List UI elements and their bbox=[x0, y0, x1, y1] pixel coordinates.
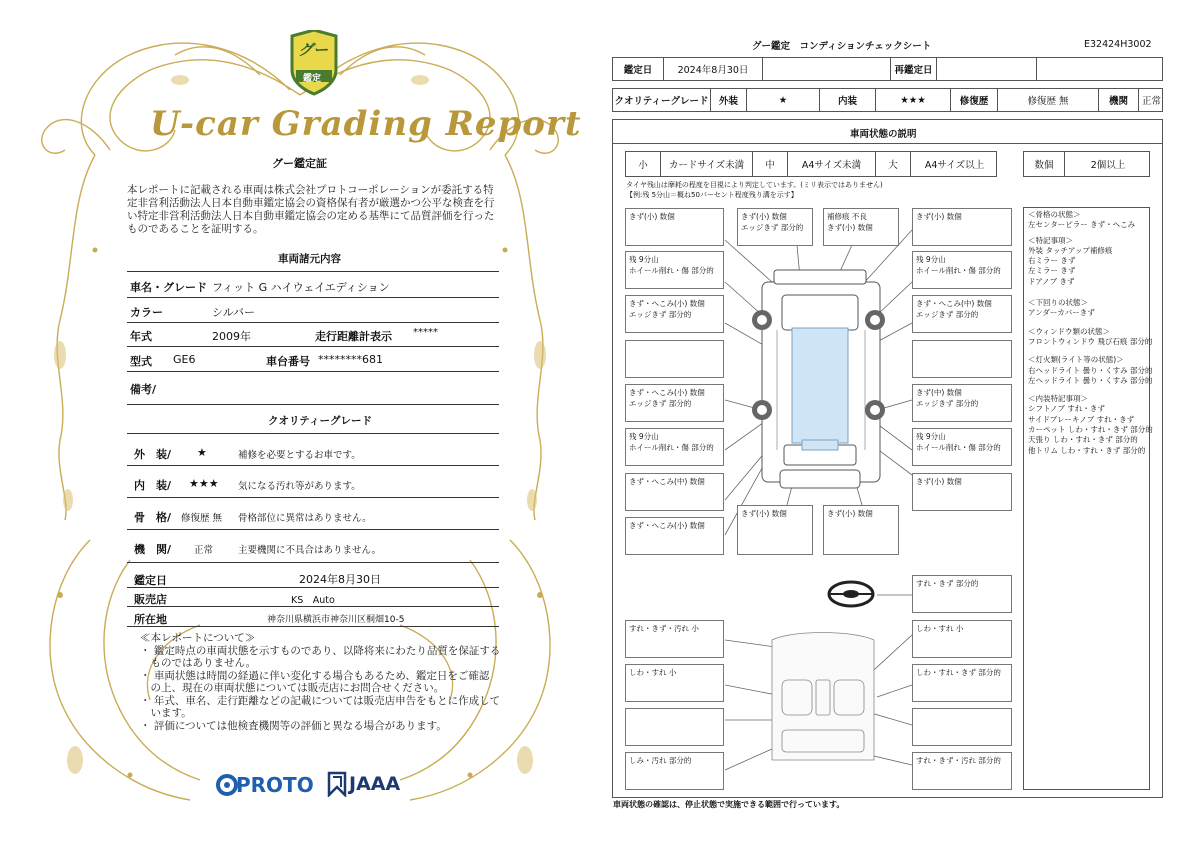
side-note-line: 右ミラー きず bbox=[1028, 256, 1076, 266]
jaaa-logo bbox=[327, 770, 407, 800]
row-qg-label: クオリティーグレード bbox=[613, 89, 711, 111]
quality-interior-desc: 気になる汚れ等があります。 bbox=[238, 481, 361, 492]
damage-front-bumper: 補修痕 不良 きず(小) 数個 bbox=[823, 208, 899, 246]
side-note-line bbox=[1028, 287, 1153, 298]
side-note-line: サイドブレーキノブ すれ・きず bbox=[1028, 414, 1135, 424]
model-value: GE6 bbox=[173, 353, 196, 366]
model-label: 型式 bbox=[130, 355, 152, 368]
tire-rear-right: 残 9分山 ホイール削れ・傷 部分的 bbox=[912, 428, 1012, 466]
side-note-line: 左ミラー きず bbox=[1028, 266, 1076, 276]
legend-small: 小 bbox=[626, 152, 661, 176]
tire-front-left: 残 9分山 ホイール削れ・傷 部分的 bbox=[625, 251, 724, 289]
badge-line1: グー bbox=[298, 41, 329, 59]
sheet-title: グー鑑定 コンディションチェックシート bbox=[752, 41, 932, 52]
appraisal-date-label: 鑑定日 bbox=[134, 574, 167, 587]
damage-right-rear-door: きず(中) 数個 エッジきず 部分的 bbox=[912, 384, 1012, 422]
vehicle-name-value: フィット G ハイウェイエディション bbox=[212, 281, 390, 294]
side-note-line: 左センターピラー きず・へこみ bbox=[1028, 220, 1136, 230]
note-line: ・ 評価については他検査機関等の評価と異なる場合があります。 bbox=[140, 720, 447, 732]
side-note-line bbox=[1028, 319, 1153, 327]
row-reappraisal-label: 再鑑定日 bbox=[891, 58, 937, 80]
quality-grade-row bbox=[612, 88, 1163, 112]
row-ext-value: ★ bbox=[747, 89, 820, 111]
legend-mid-desc: A4サイズ未満 bbox=[788, 152, 876, 176]
note-line: います。 bbox=[140, 707, 192, 719]
chassis-value: ********681 bbox=[318, 353, 383, 366]
damage-left-rear-quarter: きず・へこみ(中) 数個 bbox=[625, 473, 724, 511]
count-legend bbox=[1023, 151, 1150, 177]
interior-front-left: すれ・きず・汚れ 小 bbox=[625, 620, 724, 658]
tire-note: タイヤ残山は摩耗の程度を目視により判定しています。(ミリ表示ではありません) bbox=[626, 181, 883, 189]
year-label: 年式 bbox=[130, 330, 152, 343]
appraisal-date-value: 2024年8月30日 bbox=[299, 573, 381, 586]
note-line: の上、現在の車両状態については販売店にお問合せください。 bbox=[140, 682, 445, 694]
side-note-line: 天張り しわ・すれ・きず 部分的 bbox=[1028, 435, 1138, 445]
steering-wheel-icon bbox=[829, 582, 873, 606]
color-label: カラー bbox=[130, 306, 163, 319]
side-notes bbox=[1028, 210, 1153, 456]
certificate-title: グー鑑定証 bbox=[272, 157, 327, 170]
row-int-label: 内装 bbox=[820, 89, 876, 111]
row-engine-value: 正常 bbox=[1141, 96, 1161, 107]
interior-rear-left: しみ・汚れ 部分的 bbox=[625, 752, 724, 790]
quality-interior-grade: ★★★ bbox=[189, 477, 219, 490]
damage-rear-left-corner: きず・へこみ(小) 数個 bbox=[625, 517, 724, 555]
quality-interior-label: 内 装/ bbox=[134, 479, 172, 492]
row-date-value: 2024年8月30日 bbox=[664, 58, 763, 80]
quality-engine-grade: 正常 bbox=[194, 545, 214, 556]
row-ext-label: 外装 bbox=[711, 89, 747, 111]
legend-count-desc: 2個以上 bbox=[1090, 160, 1126, 171]
chassis-label: 車台番号 bbox=[266, 355, 310, 368]
damage-empty-box bbox=[912, 340, 1012, 378]
badge-line2: 鑑定 bbox=[303, 74, 322, 84]
footer-note: 車両状態の確認は、停止状態で実施できる範囲で行っています。 bbox=[613, 800, 845, 809]
note-line: ・ 鑑定時点の車両状態を示すものであり、以降将来にわたり品質を保証する bbox=[140, 645, 501, 657]
quality-engine-desc: 主要機関に不具合はありません。 bbox=[238, 545, 382, 556]
side-note-line: ＜ウィンドウ類の状態＞ bbox=[1028, 326, 1111, 336]
quality-exterior-grade: ★ bbox=[197, 446, 207, 459]
legend-small-desc: カードサイズ未満 bbox=[661, 152, 753, 176]
side-note-line: 他トリム しわ・すれ・きず 部分的 bbox=[1028, 445, 1146, 455]
legend-mid: 中 bbox=[753, 152, 788, 176]
damage-left-front-door: きず・へこみ(小) 数個 エッジきず 部分的 bbox=[625, 295, 724, 333]
legend-large: 大 bbox=[876, 152, 911, 176]
dealer-label: 販売店 bbox=[134, 593, 167, 606]
quality-frame-desc: 骨格部位に異常はありません。 bbox=[238, 513, 372, 524]
jaaa-text: JAAA bbox=[349, 773, 401, 795]
row-int-value: ★★★ bbox=[876, 89, 951, 111]
interior-seat-right: しわ・すれ・きず 部分的 bbox=[912, 664, 1012, 702]
side-note-line: ＜骨格の状態＞ bbox=[1028, 210, 1081, 219]
legend-count-label: 数個 bbox=[1024, 152, 1065, 176]
steering-condition: すれ・きず 部分的 bbox=[912, 575, 1012, 613]
quality-title: クオリティーグレード bbox=[268, 415, 372, 427]
row-repair-value: 修復歴 無 bbox=[998, 89, 1099, 111]
damage-rear-right: きず(小) 数個 bbox=[823, 505, 899, 555]
tire-example: 【例:残 5分山＝概ね50パーセント程度残り溝を示す】 bbox=[626, 191, 798, 199]
interior-empty-box bbox=[912, 708, 1012, 746]
row-repair-label: 修復歴 bbox=[951, 89, 998, 111]
side-note-line: ＜灯火類(ライト等の状態)＞ bbox=[1028, 355, 1124, 365]
side-note-line: ＜下回りの状態＞ bbox=[1028, 298, 1088, 308]
damage-rear-left: きず(小) 数個 bbox=[737, 505, 813, 555]
damage-front-right-corner: きず(小) 数個 bbox=[912, 208, 1012, 246]
side-note-line: カーペット しわ・すれ・きず 部分的 bbox=[1028, 425, 1153, 435]
section-title: 車両状態の説明 bbox=[850, 129, 917, 140]
quality-engine-label: 機 関/ bbox=[134, 543, 172, 556]
spec-title: 車両諸元内容 bbox=[278, 253, 341, 265]
damage-front-left-corner: きず(小) 数個 bbox=[625, 208, 724, 246]
color-value: シルバー bbox=[212, 306, 255, 319]
side-note-line: 左ヘッドライト 曇り・くすみ 部分的 bbox=[1028, 375, 1153, 385]
size-legend bbox=[625, 151, 997, 177]
row-date-label: 鑑定日 bbox=[613, 58, 664, 80]
row-engine-label: 機関 bbox=[1099, 89, 1139, 111]
damage-empty-box bbox=[625, 340, 724, 378]
year-value: 2009年 bbox=[212, 330, 251, 343]
interior-seat-left: しわ・すれ 小 bbox=[625, 664, 724, 702]
quality-frame-label: 骨 格/ bbox=[134, 511, 172, 524]
quality-exterior-label: 外 装/ bbox=[134, 448, 172, 461]
side-note-line bbox=[1028, 386, 1153, 394]
tire-rear-left: 残 9分山 ホイール削れ・傷 部分的 bbox=[625, 428, 724, 466]
interior-empty-box bbox=[625, 708, 724, 746]
damage-right-front-door: きず・へこみ(中) 数個 エッジきず 部分的 bbox=[912, 295, 1012, 333]
side-note-line: 右ヘッドライト 曇り・くすみ 部分的 bbox=[1028, 365, 1153, 375]
side-note-line: フロントウィンドウ 飛び石痕 部分的 bbox=[1028, 336, 1153, 346]
document-id: E32424H3002 bbox=[1084, 39, 1152, 50]
interior-front-right: しわ・すれ 小 bbox=[912, 620, 1012, 658]
quality-exterior-desc: 補修を必要とするお車です。 bbox=[238, 450, 361, 461]
mileage-label: 走行距離計表示 bbox=[315, 330, 392, 343]
report-title: U-car Grading Report bbox=[150, 104, 582, 144]
appraisal-date-row bbox=[612, 57, 1163, 81]
damage-right-rear-quarter: きず(小) 数個 bbox=[912, 473, 1012, 511]
proto-text: PROTO bbox=[236, 773, 314, 797]
remarks-label: 備考/ bbox=[130, 383, 157, 396]
tire-front-right: 残 9分山 ホイール削れ・傷 部分的 bbox=[912, 251, 1012, 289]
goo-kantei-badge bbox=[284, 30, 344, 96]
side-note-line: ＜内装特記事項＞ bbox=[1028, 394, 1088, 404]
mileage-value: ***** bbox=[413, 327, 438, 338]
side-note-line: ＜特記事項＞ bbox=[1028, 235, 1073, 245]
address-value: 神奈川県横浜市神奈川区桐畑10-5 bbox=[267, 615, 405, 625]
side-note-line: 外装 タッチアップ補修痕 bbox=[1028, 245, 1113, 255]
interior-rear-right: すれ・きず・汚れ 部分的 bbox=[912, 752, 1012, 790]
damage-front-left-fender: きず(小) 数個 エッジきず 部分的 bbox=[737, 208, 813, 246]
certificate-intro: 本レポートに記載される車両は株式会社プロトコーポレーションが委託する特定非営利活動法人日本自動車鑑定協会の資格保有者が厳選かつ公平な検査を行い特定非営利活動法人日本自動車鑑定協会の定める基準にて品質評価を行ったものであることを証明する。 bbox=[127, 184, 495, 235]
note-line: ・ 車両状態は時間の経過に伴い変化する場合もあるため、鑑定日をご確認 bbox=[140, 670, 490, 682]
side-note-line: アンダーカバーきず bbox=[1028, 308, 1095, 318]
damage-left-rear-door: きず・へこみ(小) 数個 エッジきず 部分的 bbox=[625, 384, 724, 422]
dealer-value: KS Auto bbox=[291, 595, 335, 606]
address-label: 所在地 bbox=[134, 613, 167, 626]
side-note-line: シフトノブ すれ・きず bbox=[1028, 404, 1105, 414]
quality-frame-grade: 修復歴 無 bbox=[181, 513, 223, 524]
note-line: ・ 年式、車名、走行距離などの記載については販売店申告をもとに作成して bbox=[140, 695, 501, 707]
proto-logo bbox=[216, 771, 326, 799]
legend-large-desc: A4サイズ以上 bbox=[924, 160, 985, 171]
jaaa-mark-icon bbox=[327, 771, 347, 797]
note-line: ものではありません。 bbox=[140, 657, 257, 669]
notes-title: ≪本レポートについて≫ bbox=[140, 632, 256, 644]
vehicle-name-label: 車名・グレード bbox=[130, 281, 207, 294]
side-note-line: ドアノブ きず bbox=[1028, 276, 1075, 286]
